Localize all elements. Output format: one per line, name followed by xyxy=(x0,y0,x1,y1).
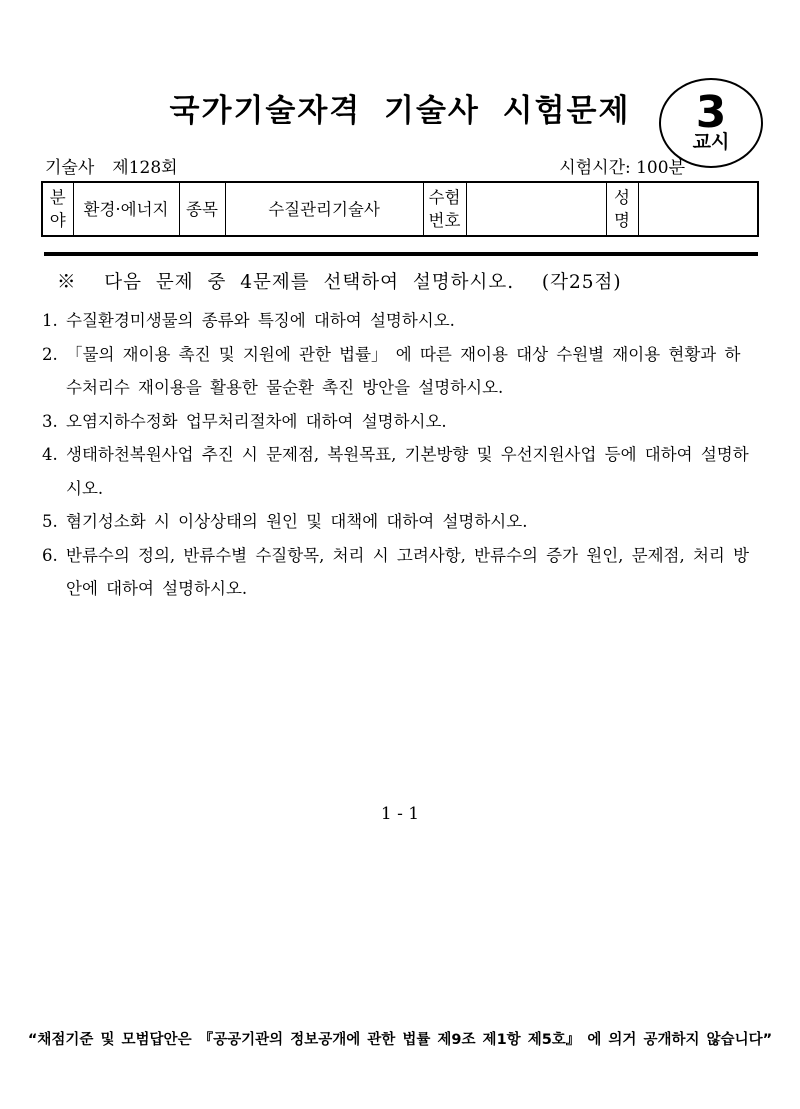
exam-round: 제128회 xyxy=(112,158,178,178)
exam-number-field xyxy=(466,182,606,236)
question-number: 1. xyxy=(42,311,58,330)
question-item xyxy=(42,539,756,606)
exam-meta-row xyxy=(45,153,757,178)
question-number: 6. xyxy=(42,545,58,565)
question-text: 오염지하수정화 업무처리절차에 대하여 설명하시오. xyxy=(66,411,447,431)
category-label-cell: 종목 xyxy=(179,182,225,236)
question-number: 4. xyxy=(42,445,58,464)
table-row xyxy=(42,182,758,236)
divider-rule xyxy=(44,252,758,256)
category-value-cell: 수질관리기술사 xyxy=(225,182,423,236)
page-number: 1 - 1 xyxy=(380,804,420,824)
period-number: 3 xyxy=(695,86,727,138)
instruction: ※ 다음 문제 중 4문제를 선택하여 설명하시오. (각25점) xyxy=(57,272,622,293)
exam-id xyxy=(45,153,178,178)
question-item xyxy=(42,338,756,405)
question-list xyxy=(42,304,756,606)
name-field xyxy=(638,182,758,236)
exam-type: 기술사 xyxy=(45,158,95,178)
question-number: 2. xyxy=(42,344,58,364)
name-label-cell: 성명 xyxy=(606,182,638,236)
question-item xyxy=(42,505,756,539)
exam-time: 시험시간: 100분 xyxy=(559,158,685,178)
question-text: 혐기성소화 시 이상상태의 원인 및 대책에 대하여 설명하시오. xyxy=(66,512,528,531)
question-text: 반류수의 정의, 반류수별 수질항목, 처리 시 고려사항, 반류수의 증가 원인, 문제점, 처리 방안에 대하여 설명하시오. xyxy=(66,545,750,598)
question-item xyxy=(42,304,756,338)
field-value-cell: 환경·에너지 xyxy=(73,182,179,236)
question-number: 3. xyxy=(42,411,58,431)
footer-disclosure-note: “채점기준 및 모범답안은 『공공기관의 정보공개에 관한 법률 제9조 제1항 제5호』 에 의거 공개하지 않습니다” xyxy=(27,1032,773,1048)
question-item xyxy=(42,438,756,505)
period-label: 교시 xyxy=(692,131,730,154)
question-text: 「물의 재이용 촉진 및 지원에 관한 법률」 에 따른 재이용 대상 수원별 재이용 현황과 하수처리수 재이용을 활용한 물순환 촉진 방안을 설명하시오. xyxy=(66,344,741,397)
page-title: 국가기술자격 기술사 시험문제 xyxy=(169,92,631,129)
question-text: 수질환경미생물의 종류와 특징에 대하여 설명하시오. xyxy=(66,311,455,330)
question-text: 생태하천복원사업 추진 시 문제점, 복원목표, 기본방향 및 우선지원사업 등에 대하여 설명하시오. xyxy=(66,445,749,498)
candidate-info-table xyxy=(41,181,759,237)
field-label-cell: 분야 xyxy=(42,182,73,236)
question-number: 5. xyxy=(42,512,58,531)
exam-number-label-cell: 수험번호 xyxy=(423,182,466,236)
question-item xyxy=(42,405,756,439)
